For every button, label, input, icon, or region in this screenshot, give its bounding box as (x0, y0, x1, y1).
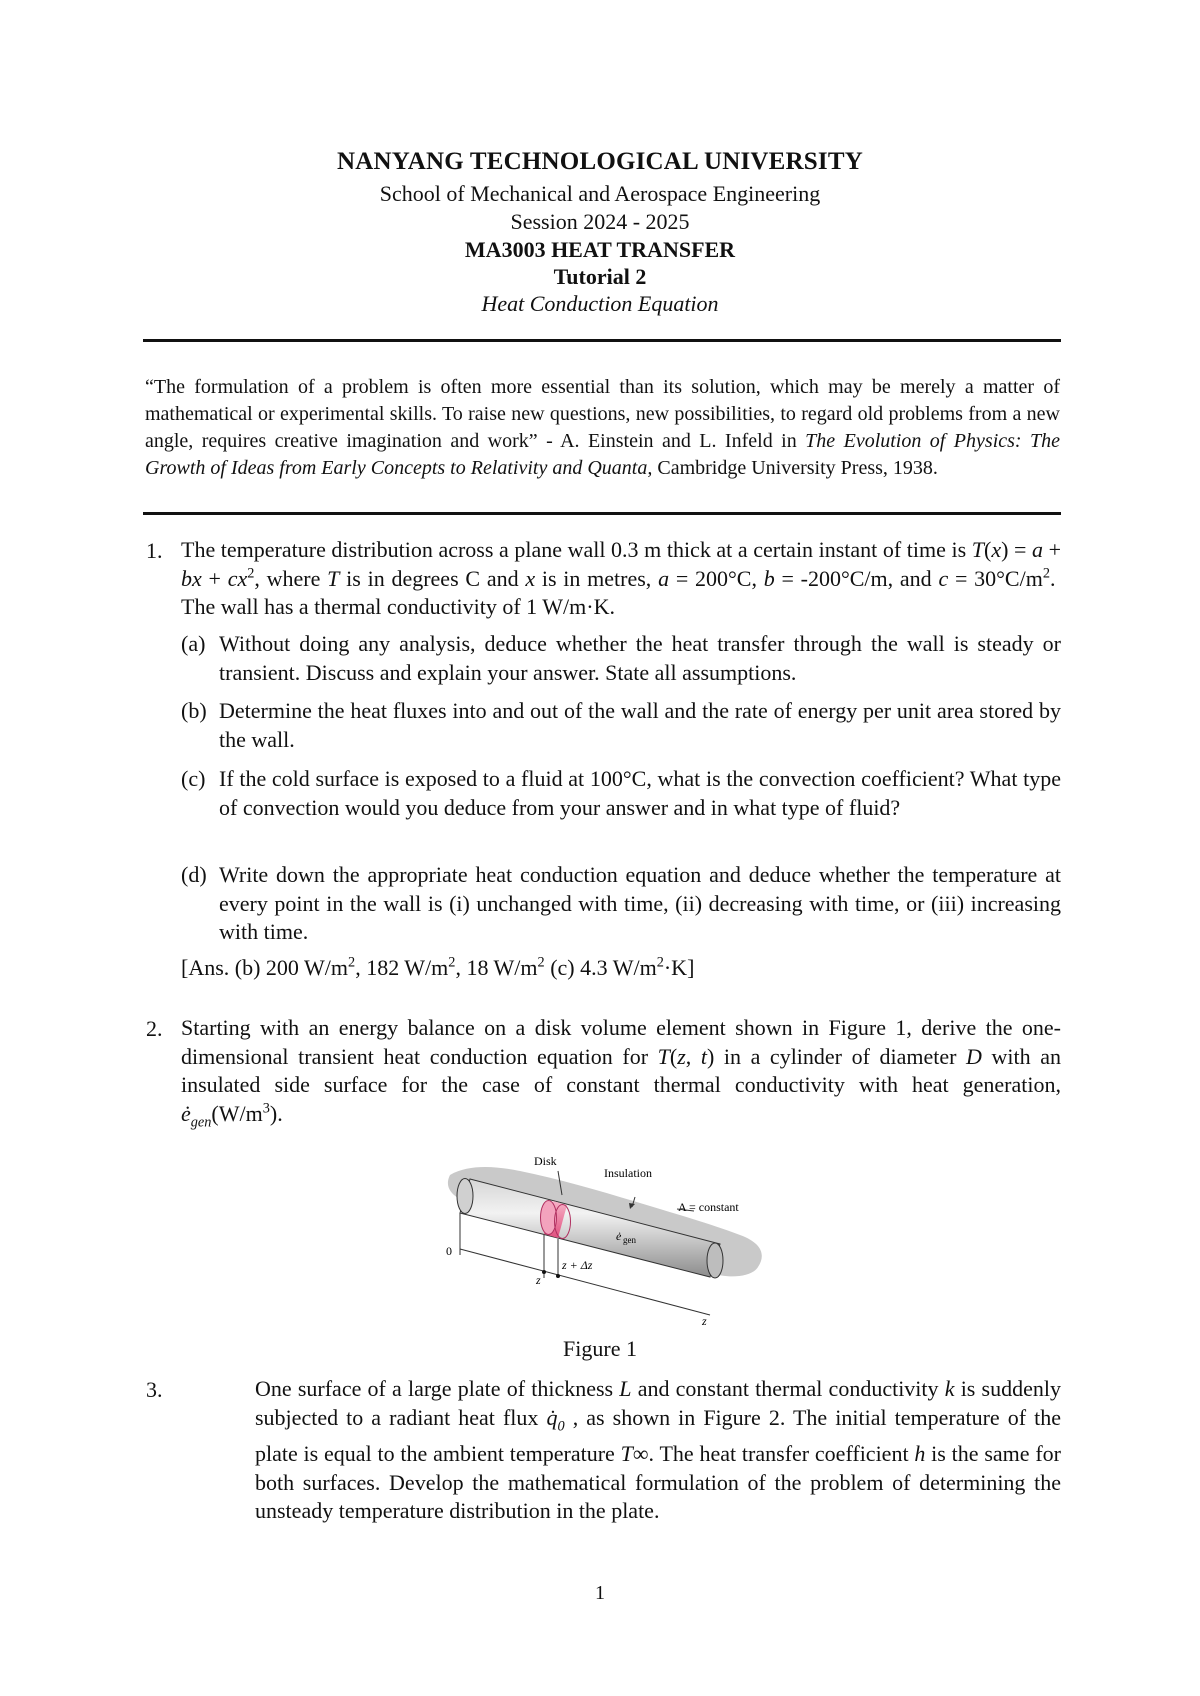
university-name: NANYANG TECHNOLOGICAL UNIVERSITY (337, 148, 863, 175)
figure-label-area: A = constant (678, 1200, 739, 1214)
question-1a (181, 630, 1061, 687)
quote-block (145, 374, 1060, 482)
figure-1-caption: Figure 1 (563, 1336, 637, 1361)
question-1-number: 1. (146, 538, 163, 563)
question-1d-text: Write down the appropriate heat conduction equation and deduce whether the temperature at every point in the wall is (i) unchanged with time, (ii) decreasing with time, or (iii) increasing with time. (219, 862, 1061, 944)
question-1c (181, 765, 1061, 822)
question-1d (181, 861, 1061, 947)
question-1b-label: (b) (181, 698, 207, 723)
question-1d-label: (d) (181, 862, 207, 887)
figure-1-cylinder-diagram (440, 1143, 770, 1327)
figure-label-egen: ė (616, 1229, 622, 1243)
tutorial-topic: Heat Conduction Equation (481, 291, 719, 316)
question-1b-text: Determine the heat fluxes into and out of the wall and the rate of energy per unit area stored by the wall. (219, 698, 1061, 752)
figure-label-insulation: Insulation (604, 1166, 652, 1180)
session-label: Session 2024 - 2025 (510, 209, 690, 234)
tutorial-title: Tutorial 2 (553, 264, 647, 289)
question-1-stem: The temperature distribution across a plane wall 0.3 m thick at a certain instant of time is T(x) = a + bx + $cx^2$, where T is in degrees C and x is in metres, a = 200°C, b = -200°C/m, and $c = 30^\circ C/m^2$. The wall has a thermal conductivity of 1 W/m·K. (181, 537, 1061, 619)
quote-book: The Evolution of Physics: The Growth of Ideas from Early Concepts to Relativity and Quanta, (145, 430, 1061, 479)
question-1c-label: (c) (181, 766, 206, 791)
figure-label-disk: Disk (534, 1154, 557, 1168)
quote-text: “The formulation of a problem is often more essential than its solution, which may be merely a matter of mathematical or experimental skills. To raise new questions, new possibilities, to regard old problems from a new angle, requires creative imagination and work” - A. Einstein and L. Infeld in (145, 376, 1060, 452)
question-2-text: Starting with an energy balance on a disk volume element shown in Figure 1, derive the one-dimensional transient heat conduction equation for T(z, t) in a cylinder of diameter D with an insulated side surface for the case of constant thermal conductivity with heat generation, $ė_{gen}(W/m^3)$. (181, 1015, 1061, 1130)
course-title: MA3003 HEAT TRANSFER (464, 237, 736, 262)
cylinder-left-end (457, 1179, 473, 1214)
question-1a-text: Without doing any analysis, deduce whether the heat transfer through the wall is steady or transient. Discuss and explain your answer. State all assumptions. (219, 631, 1061, 685)
question-1a-label: (a) (181, 631, 206, 656)
question-1-answers: [Ans. (b) 200 $W/m^2$, 182 $W/m^2$, 18 $W/m^2$ (c) 4.3 $W/m^2\cdot K$] (181, 954, 695, 980)
figure-label-zero: 0 (446, 1244, 452, 1258)
figure-label-z-plus-dz: z + Δz (562, 1258, 593, 1272)
page-number: 1 (595, 1582, 605, 1604)
question-1c-text: If the cold surface is exposed to a fluid at 100°C, what is the convection coefficient? What type of convection would you deduce from your answer and in what type of fluid? (219, 766, 1061, 820)
question-3-text: One surface of a large plate of thickness L and constant thermal conductivity k is suddenly subjected to a radiant heat flux $q̇_0$ , as shown in Figure 2. The initial temperature of the plate is equal to the ambient temperature T∞. The heat transfer coefficient h is the same for both surfaces. Develop the mathematical formulation of the problem of determining the unsteady temperature distribution in the plate. (255, 1376, 1062, 1524)
figure-label-z: z (536, 1273, 541, 1287)
quote-publisher: Cambridge University Press, 1938. (657, 457, 938, 479)
figure-label-egen-sub: gen (623, 1235, 636, 1245)
question-3-number: 3. (146, 1377, 163, 1402)
school-name: School of Mechanical and Aerospace Engineering (379, 181, 821, 206)
cylinder-right-end (707, 1243, 723, 1278)
quote-top-rule (143, 339, 1061, 342)
question-1b (181, 697, 1061, 754)
question-2-number: 2. (146, 1016, 163, 1041)
figure-label-z-axis: z (702, 1314, 707, 1327)
quote-bottom-rule (143, 512, 1061, 515)
